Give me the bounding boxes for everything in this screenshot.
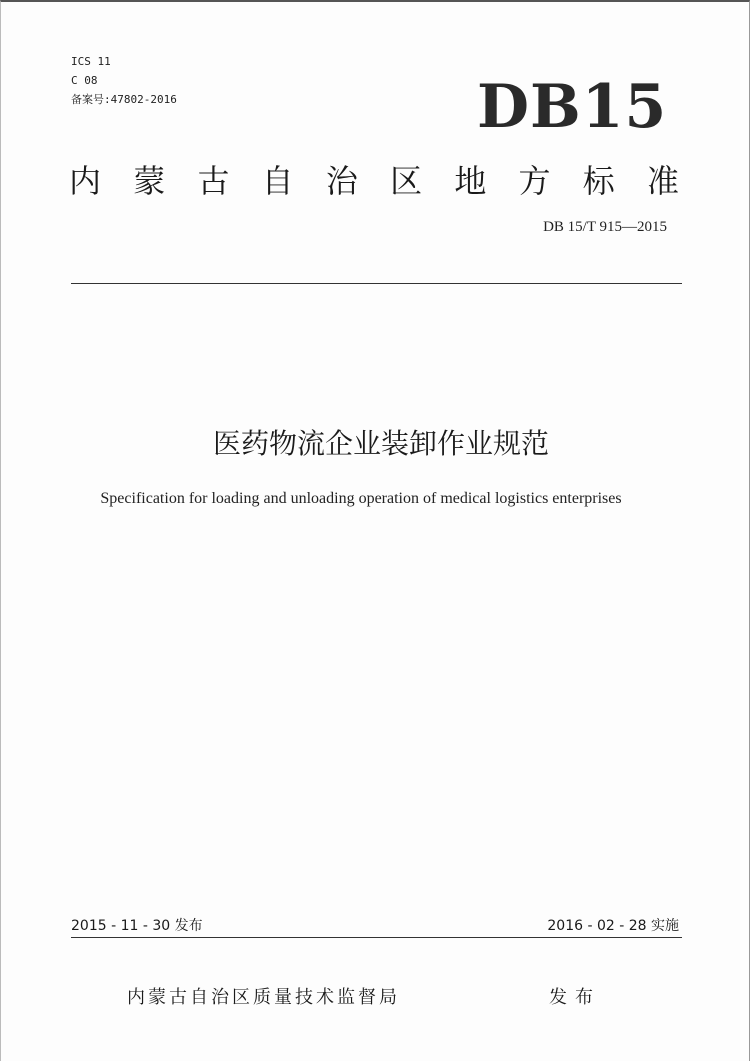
top-divider — [71, 283, 682, 284]
publish-date: 2015 - 11 - 30 发布 — [71, 918, 203, 934]
ccs-code: C 08 — [71, 74, 98, 87]
record-number: 备案号:47802-2016 — [71, 93, 177, 106]
org-title-char: 治 — [325, 162, 358, 200]
title-english: Specification for loading and unloading operation of medical logistics enterprises — [100, 490, 622, 507]
org-title-char: 内 — [69, 162, 102, 200]
db-logo: DB15 — [477, 72, 668, 142]
org-title — [69, 160, 679, 202]
org-title-char: 方 — [518, 162, 551, 200]
org-title-char: 准 — [646, 162, 679, 200]
bottom-divider — [71, 937, 682, 938]
standard-number: DB 15/T 915—2015 — [543, 219, 667, 235]
org-title-char: 自 — [261, 162, 294, 200]
org-title-char: 地 — [454, 162, 487, 200]
title-chinese: 医药物流企业装卸作业规范 — [212, 427, 549, 460]
implement-date: 2016 - 02 - 28 实施 — [547, 918, 679, 934]
classification-block — [71, 52, 177, 109]
org-title-char: 蒙 — [133, 162, 166, 200]
org-title-char: 区 — [390, 162, 423, 200]
org-title-char: 标 — [582, 162, 615, 200]
org-title-char: 古 — [197, 162, 230, 200]
ics-code: ICS 11 — [71, 55, 111, 68]
issue-label: 发布 — [549, 987, 601, 1008]
issuing-authority: 内蒙古自治区质量技术监督局 — [127, 987, 400, 1008]
